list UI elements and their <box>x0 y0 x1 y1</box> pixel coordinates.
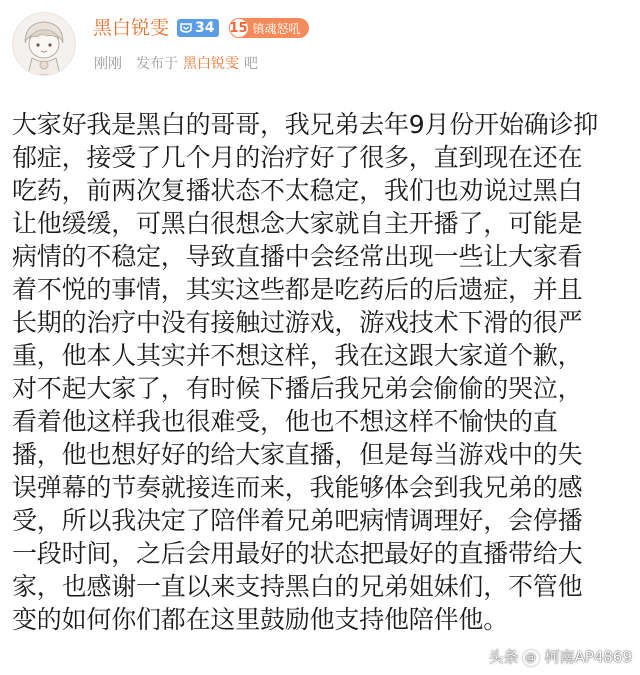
post-body <box>12 108 634 636</box>
post-line: 看着他这样我也很难受，他也不想这样不愉快的直 <box>12 407 558 436</box>
post-line: 一段时间，之后会用最好的状态把最好的直播带给大 <box>12 539 583 568</box>
post-meta <box>94 54 258 74</box>
post-line: 病情的不稳定，导致直播中会经常出现一些让大家看 <box>12 242 583 271</box>
post-line: 大家好我是黑白的哥哥，我兄弟去年9月份开始确诊抑 <box>12 110 599 139</box>
fan-badge-level: 15 <box>229 18 250 38</box>
level-badge <box>177 19 218 37</box>
post-line: 长期的治疗中没有接触过游戏，游戏技术下滑的很严 <box>12 308 583 337</box>
fan-badge-name: 镇魂怒吼 <box>252 21 301 36</box>
post-line: 播，他也想好好的给大家直播，但是每当游戏中的失 <box>12 440 583 469</box>
post-line: 误弹幕的节奏就接连而来，我能够体会到我兄弟的感 <box>12 473 583 502</box>
watermark-author: 柯南AP4869 <box>544 648 632 666</box>
watermark-source: 头条 <box>488 648 519 666</box>
post-line: 让他缓缓，可黑白很想念大家就自主开播了，可能是 <box>12 209 583 238</box>
post-line: 吃药，前两次复播状态不太稳定，我们也劝说过黑白 <box>12 176 583 205</box>
level-number: 34 <box>195 20 215 36</box>
post-line: 受，所以我决定了陪伴着兄弟吧病情调理好，会停播 <box>12 506 583 535</box>
level-icon <box>179 21 193 35</box>
avatar-illustration <box>13 13 75 75</box>
post-line: 着不悦的事情，其实这些都是吃药后的后遗症，并且 <box>12 275 583 304</box>
forum-link[interactable]: 黑白锐雯 <box>183 56 239 72</box>
watermark <box>489 646 633 667</box>
post-header <box>93 16 309 40</box>
post-line: 对不起大家了，有时候下播后我兄弟会偷偷的哭泣， <box>12 374 583 403</box>
avatar[interactable] <box>12 12 76 76</box>
post-line: 郁症，接受了几个月的治疗好了很多，直到现在还在 <box>12 143 583 172</box>
watermark-at-icon: @ <box>523 647 541 666</box>
fan-badge <box>229 18 309 38</box>
post-time: 刚刚 <box>94 56 122 72</box>
posted-in-label: 发布于 <box>136 56 178 72</box>
post-line: 家，也感谢一直以来支持黑白的兄弟姐妹们，不管他 <box>12 572 583 601</box>
post-line: 变的如何你们都在这里鼓励他支持他陪伴他。 <box>12 605 509 634</box>
post-line: 重，他本人其实并不想这样，我在这跟大家道个歉， <box>12 341 583 370</box>
username[interactable]: 黑白锐雯 <box>93 17 170 39</box>
forum-suffix: 吧 <box>244 56 258 72</box>
